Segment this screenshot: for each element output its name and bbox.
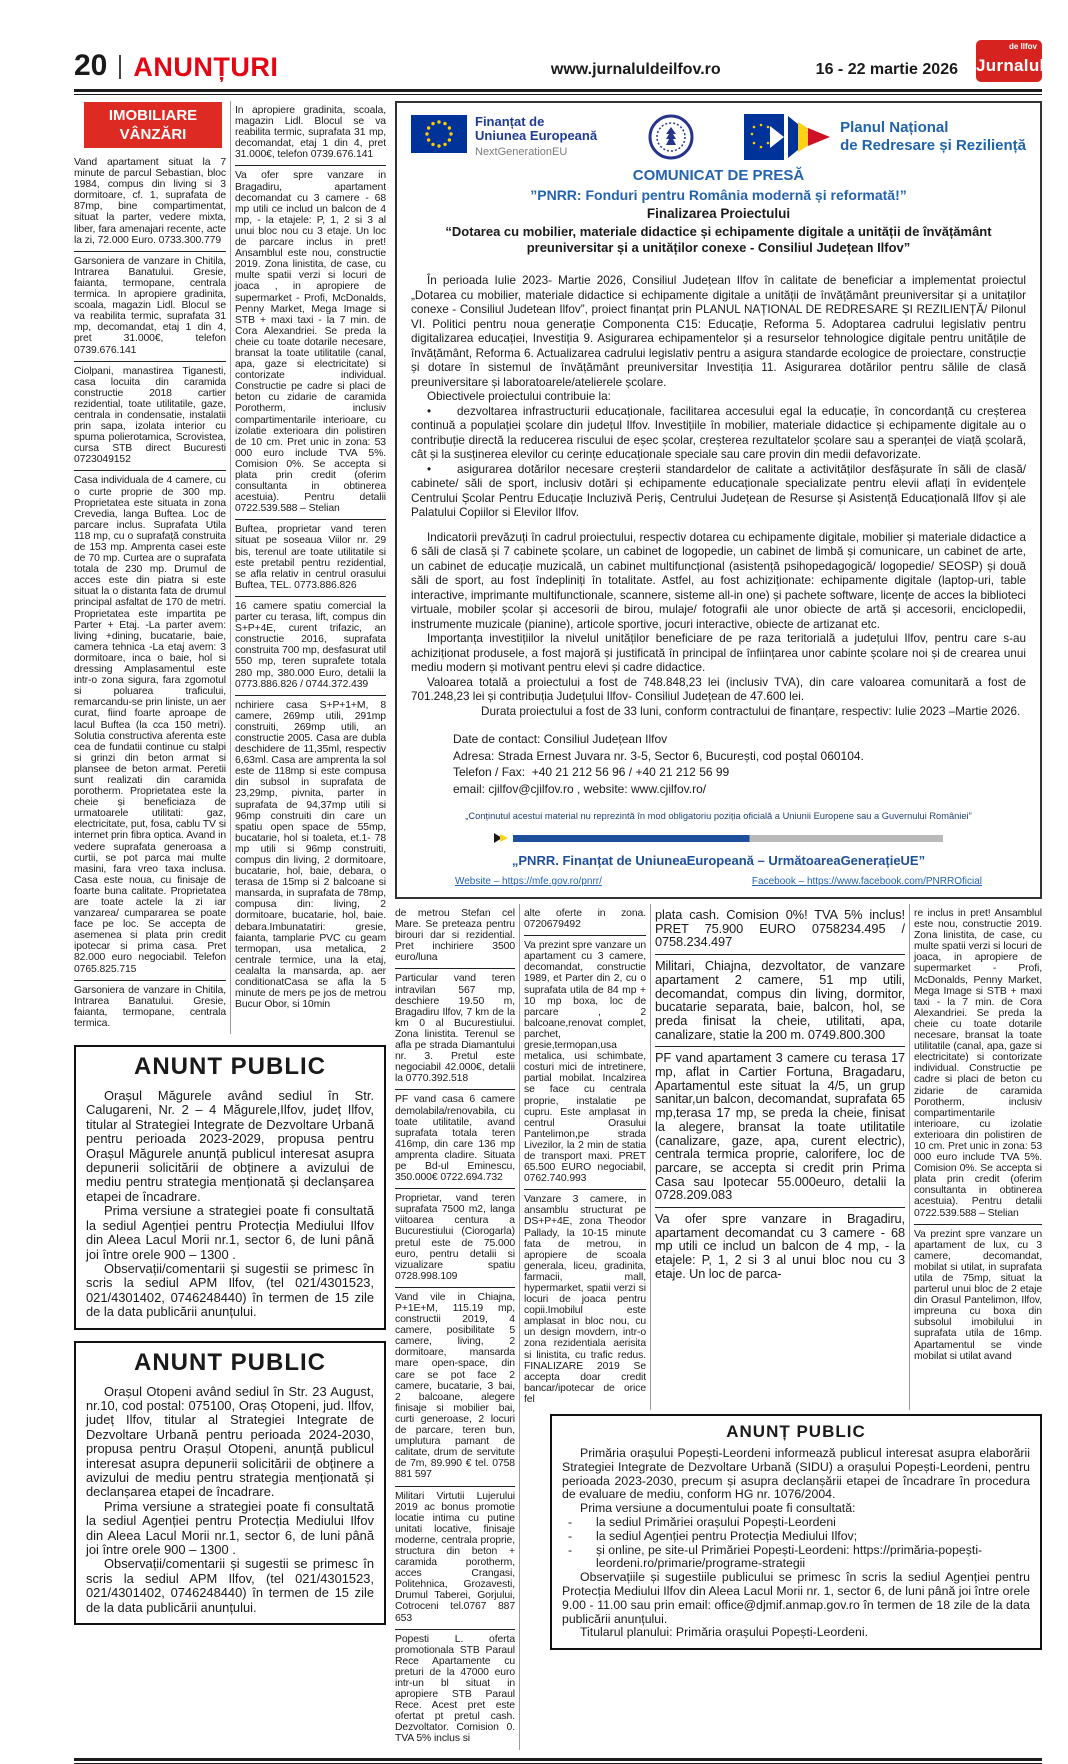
brand-logo bbox=[976, 40, 1045, 82]
press-heading-finalizare: Finalizarea Proiectului bbox=[646, 206, 791, 221]
footer-rule-thick bbox=[74, 1758, 1042, 1761]
bottom-classifieds-region bbox=[395, 904, 1042, 1750]
classified-ad: Militari Virtutii Lujerului 2019 ac bonus promotie locatie intima cu putine unitati locative, finisaje moderne, centrala proprie, structura din beton + caramida porotherm, acces Crangasi, Politehnica, Grozavesti, Drumul Taberei, Gorjului, Cotroceni tel.0767 887 653 bbox=[395, 1486, 515, 1629]
press-paragraph: Indicatorii prevăzuți în cadrul proiectului, respectiv dotarea cu echipamente digitale, mobilier și materiale didactice a 6 săli de clasă și 7 cabinete școlare, un cabinet de logopedie, un cabinet de limbă și comunicare, un cabinet de arte, un cabinet de educație muzicală, un cabinet multifuncțional (asistență psihopedagogică/ logopedie/ SEOSP) și două săli de sport, au fost îndepliniți în totalitate. Astfel, au fost achiziționate: echipamente digitale (laptop-uri, table interactive, imprimante multifunctionale, scannere, sisteme all-in one) și pachete software, licențe de acces la biblioteci virtuale, mobiler școlar și accesorii de birou, mulaje/ fotografii ale unor obiecte de artă și accesorii, enciclopedii, instrumente muzicale (pianine), articole sportive, jocuri interactive, obiecte de artizanat etc. bbox=[411, 530, 1026, 631]
section-title: ANUNȚURI bbox=[133, 52, 279, 82]
column-separator bbox=[519, 904, 520, 1750]
pnrr-title-line1: Planul Național bbox=[840, 119, 949, 136]
press-logos-row bbox=[397, 103, 1040, 165]
pnrr-logo-block bbox=[744, 114, 1026, 160]
pnrr-progress-bar bbox=[397, 833, 1040, 843]
classified-ad: Proprietar, vand teren suprafata 7500 m2, langa viitoarea centura a Bucurestiului (Ciorogarla) pretul este de 75.000 euro, pentru detalii si vizualizare spatiu 0728.998.109 bbox=[395, 1188, 515, 1287]
classified-ad: In apropiere gradinita, scoala, magazin Lidl. Blocul se va reabilita termic, suprafata 31 mp, decomandat, etaj 1 din 4, pret 31.000€, telefon 0739.676.141 bbox=[235, 105, 386, 161]
classified-ad: de metrou Stefan cel Mare. Se preteaza pentru birouri dar si rezidential. Pret inchiriere 3500 euro/luna bbox=[395, 908, 515, 964]
pnrr-facebook-link[interactable]: Facebook – https://www.facebook.com/PNRROficial bbox=[751, 876, 982, 887]
issue-date: 16 - 22 martie 2026 bbox=[815, 61, 958, 78]
press-paragraph: În perioada Iulie 2023- Martie 2026, Consiliul Județean Ilfov în calitate de beneficiar a implementat proiectul „Dotarea cu mobilier, materiale didactice si echipamente digitale a unității de învățământ preuniversitar și a unitaților conexe - Consiliul Judetean Ilfov”, proiect finanțat prin PLANUL NAȚIONAL DE REDRESARE ȘI REZILIENȚĂ/ Pilonul VI. Politici pentru noua generație Componenta C15: Educație, Reforma 5. Adoptarea cadrului legislativ pentru digitalizarea educației, Investiția 9. Asigurarea echipamentelor și a resurselor tehnologice digitale pentru unitățile de învățământ, Reforma 6. Actualizarea cadrului legislativ pentru a asigura standarde ecologice de proiectare, construcție și dotare în sistemul de învățământ preuniversitar Investiția 11. Asigurarea dotărilor pentru sălile de clasă preuniversitare și laboratoarele/atelierele școlare. bbox=[411, 274, 1026, 389]
public-notice-box-popesti-leordeni bbox=[550, 1414, 1042, 1650]
classified-ad: Ciolpani, manastirea Tiganesti, casa locuita din caramida constructie 2018 cartier rezidential, toate utilitatile, gaze, centrala in condensatie, instalatii prin sapa, izolata interior cu spuma polierotamica, Scrovistea, cursa STB direct Bucuresti 0723049152 bbox=[74, 361, 226, 471]
pnrr-mini-arrow-icon bbox=[494, 833, 510, 843]
classified-ad: Va ofer spre vanzare in Bragadiru, apartament decomandat cu 3 camere - 68 mp utili ce includ un balcon de 4 mp, - la etajele: P, 1, 2 si 3 al unui bloc nou cu 3 etaje. Un loc de parcare inclus in pret! Ansamblul este nou, constructie 2019. Zona linistita, de case, cu multe spatii verzi si locuri de joaca , in apropiere de supermarket - Profi, McDonalds, Penny Market, Mega Image si STB + maxi taxi - la 7 min. de Cora Alexandriei. Se preda la cheie cu toate dotarile necesare, bransat la toate utilitatile (canal, apa, gaze si electricitate) si contorizate individual. Constructie pe cadre si placi de beton cu zidarie de caramida Porotherm, inclusiv compartimentarile interioare, cu izolatie exterioara din polistiren de 10 cm. Pret unic in zona: 53 000 euro include TVA 5%. Comision 0%. Se accepta si plata prin credit (oferim consultanta in obtinerea acestuia). Pentru detalii 0722.539.588 – Stelian bbox=[235, 165, 386, 519]
public-notice-box-otopeni bbox=[74, 1341, 386, 1626]
pnrr-title-line2: de Redresare și Reziliență bbox=[840, 137, 1026, 154]
pnrr-bar bbox=[513, 835, 943, 842]
right-region bbox=[395, 101, 1042, 1750]
header-rule-thin bbox=[74, 94, 1042, 95]
pnrr-footer-links bbox=[397, 876, 1040, 887]
brand-logo-subtitle: de Ilfov bbox=[1008, 42, 1037, 51]
notice-paragraph: Orașul Măgurele având sediul în Str. Calugareni, Nr. 2 – 4 Măgurele,Ilfov, județ Ilfov, titular al Strategiei Integrate de Dezvoltare Urbană pentru perioada 2023-2029, propusa pentru Orașul Măgurele anunță publicul interesat asupra depunerii solicitării de obținere a avizului de mediu pentru strategia menționată și declanșarea etapei de încadrare. bbox=[86, 1088, 374, 1204]
notice-paragraph: Orașul Otopeni având sediul în Str. 23 August, nr.10, cod postal: 075100, Oraș Otopeni, jud. Ilfov, județ Ilfov, titular al Strategiei Integrate de Dezvoltare Urbană pentru perioada 2024-2030, propusa pentru Orașul Otopeni, anunță publicul interesat asupra depunerii solicitării de obținere a avizului de mediu pentru strategia menționată și declanșarea etapei de încadrare. bbox=[86, 1383, 374, 1500]
classifieds-column-3 bbox=[395, 904, 515, 1750]
classified-ad: Casa individuala de 4 camere, cu o curte proprie de 300 mp. Proprietatea este situata in zona Crevedia, langa Buftea. Loc de parcare inclus. Suprafata Utila 118 mp, cu o suprafață construita de 153 mp. Amprenta casei este de 70 mp. Curtea are o suprafata totala de 230 mp. Drumul de acces este din piatra si este situat la o distanta fata de drumul principal asfaltat de 170 de metri. Proprietatea este impartita pe Parter + Etaj. -La parter avem: living +dining, bucatarie, baie, camera tehnica -La etaj avem: 3 dormitoare, inca o baie, hol si dressing Amplasamentul este intr-o zona sigura, fara zgomotul si poluarea traficului, remarcandu-se prin liniste, un aer curat, fiind foarte aproape de lacul Buftea (la cca 150 metri). Solutia constructiva aferenta este cea de fundatii continue cu stalpi si grinzi din beton armat si plansee de beton armat. Peretii sunt realizati din caramida porotherm. Proprietatea este la cheie și beneficiaza de urmatoarele utilitati: gaz, electricitate, put, fosa, cablu TV si internet prin fibra optica. Avand in vedere suprafata generoasa a curtii, se pot parca mai multe masini, fara vreo taxa inclusa. Casa este noua, cu finisaje de foarte buna calitate. Proprietatea are toate actele la zi iar vanzarea/ cumpararea se poate face pe loc. Se accepta de asemenea si plata prin credit ipotecar si prima casa. Pret 82.000 euro negociabil. Telefon 0765.825.715 bbox=[74, 470, 226, 979]
category-badge bbox=[84, 102, 222, 148]
notice-title: ANUNȚ PUBLIC bbox=[726, 1422, 866, 1442]
contact-line: Date de contact: Consiliul Județean Ilfov bbox=[453, 732, 668, 746]
notice-paragraph: Prima versiune a strategiei poate fi consultată la sediul Agenției pentru Protecția Mediului Ilfov din Aleea Lacul Morii nr.1, sector 6, de luni până joi între orele 900 – 1300 . bbox=[86, 1498, 374, 1557]
press-release-box bbox=[395, 101, 1042, 899]
notice-bullet: - și online, pe site-ul Primăriei Popești-Leordeni: https://primăria-popești-leordeni.ro/primarie/programe-strategii bbox=[562, 1544, 1030, 1572]
press-paragraph: Importanța investițiilor la nivelul unităților beneficiare de pe raza teritorială a județului Ilfov, pentru care s-au achiziționat produsele, a fost majoră și justificată în principal de înființarea unor cabinte școlare noi și de crearea unui mediu modern și motivant pentru elevi și cadre didactice. bbox=[411, 632, 1026, 674]
notice-title: ANUNT PUBLIC bbox=[134, 1348, 326, 1376]
notice-bullet: - la sediul Primăriei orașului Popești-Leordeni bbox=[562, 1516, 1030, 1530]
classified-ad: Vand apartament situat la 7 minute de parcul Sebastian, bloc 1984, compus din living si 3 dormitoare, cf. 1, suprafata de 87mp, bine compartimentat, situat la parter, vedere mixta, liber, fara amenajari recente, acte la zi, 72.000 Euro. 0733.300.779 bbox=[74, 157, 226, 246]
classifieds-column-1 bbox=[74, 101, 226, 1034]
site-url: www.jurnaluldeilfov.ro bbox=[550, 61, 721, 78]
classified-ad: nchiriere casa S+P+1+M, 8 camere, 269mp utili, 291mp construiti, 269mp utili, an constructie 2005. Casa are dubla deschidere de 11,35ml, respectiv 6,63ml. Casa are amprenta la sol este de 118mp si este compusa din subsol in suprafata de 23,29mp, pivnita, parter in suprafata de 94,37mp utili si 96mp construiti din care un spatiu open space de 55mp, bucatarie, hol si toaleta, et.1- 78 mp utili si 96mp construiti, compus din living, 2 dormitoare, bucatarie, hol, baie, debara, o terasa de 15mp si 2 balcoane si mansarda, in suprafata de 78mp, compusa din: living, 2 dormitoare, bucatarie, hol, baie. debara.Imbunatatiri: gresie, faianta, tamplarie PVC cu geam termopan, usa metalica, 2 centrale termice, una la etaj, cealalta la mansarda, ap. aer conditionatCasa se afla la 5 minute de mers pe jos de metrou Bucur Obor, si 10min bbox=[235, 695, 386, 1016]
column-separator bbox=[909, 904, 910, 1410]
classified-ad: alte oferte in zona. 0720679492 bbox=[524, 908, 646, 931]
footer-rule-thin bbox=[74, 1763, 1042, 1764]
pnrr-logo-icon bbox=[744, 114, 832, 160]
press-paragraph: Obiectivele proiectului contribuie la: bbox=[427, 390, 611, 403]
press-disclaimer: „Conținutul acestui material nu reprezintă în mod obligatoriu poziția oficială a Uniunii Europene sau a Guvernului României” bbox=[465, 811, 972, 821]
contact-block bbox=[397, 719, 1040, 797]
classifieds-column-5 bbox=[655, 904, 905, 1410]
classifieds-column-4 bbox=[524, 904, 646, 1410]
column-separator bbox=[650, 904, 651, 1410]
notice-paragraph: Titularul planului: Primăria orașului Popești-Leordeni. bbox=[580, 1625, 868, 1640]
eu-funding-subtitle: NextGenerationEU bbox=[475, 146, 568, 158]
category-line-1: IMOBILIARE bbox=[108, 107, 198, 124]
press-paragraph: Durata proiectului a fost de 33 luni, conform contractului de finanțare, respectiv: Iulie 2023 –Martie 2026. bbox=[481, 704, 1021, 718]
classified-ad: Militari, Chiajna, dezvoltator, de vanzare apartament 2 camere, 51 mp utili, decomandat, compus din living, dormitor, bucatarie separata, baie, balcon, hol, se preda finisat la cheie, utilitati, apa, canalizare, statie la 200 m. 0749.800.300 bbox=[655, 954, 905, 1046]
press-bullet: • asigurarea dotărilor necesare creșterii standardelor de calitate a activităților desfășurate în săli de clasă/ cabinete/ săli de sport, inclusiv dotări și echipamente educaționale specializate pentru elevii aflați în evidențele Centrului Școlar Pentru Educație Incluzivă Periș, Centrului Județean de Resurse și Asistență Educațională Ilfov și ale Palatului Copiilor si Elevilor Ilfov. bbox=[411, 463, 1026, 521]
classified-ad: Va prezint spre vanzare un apartament de lux, cu 3 camere, decomandat, mobilat si utilat, in suprafata utila de 75mp, situat la parterul unui bloc de 2 etaje din Orasul Pantelimon, Ilfov, impreuna cu boxa din subsolul imobilului in suprafata utila de 16mp. Apartamentul se vinde mobilat si utilat avand bbox=[914, 1224, 1042, 1367]
classified-ad: Vanzare 3 camere, in ansamblu structurat pe DS+P+4E, zona Theodor Pallady, la 10-15 minute fata de metrou, in apropiere de scoala generala, liceu, gradinita, farmacii, mall, hypermarket, spatii verzi si locuri de joaca pentru copii.Imobilul este amplasat in bloc nou, cu un design movdern, intr-o zona rezidentiala aerisita si linistita, cu trafic redus. FINALIZARE 2019 Se accepta doar credit bancar/ipotecar de orice fel bbox=[524, 1189, 646, 1410]
eu-funding-block bbox=[411, 115, 597, 159]
public-notice-box-magurele bbox=[74, 1045, 386, 1330]
classifieds-column-6 bbox=[914, 904, 1042, 1410]
notice-paragraph: Primăria orașului Popești-Leordeni informează publicul interesat asupra elaborării Strategiei Integrate de Dezvoltare Urbană (SIDU) a orașului Popești-Leordeni, pentru perioada 2023-2030, precum și asupra declanșării etapei de încadrare în procedura de evaluare de mediu, conform HG nr. 1076/2004. bbox=[562, 1446, 1030, 1502]
column-separator bbox=[230, 101, 231, 1034]
press-heading-proiect: “Dotarea cu mobilier, materiale didactice și echipamente digitale a unității de învățământ preuniversitar și a unităților conexe - Consiliul Județean Ilfov” bbox=[445, 224, 992, 255]
contact-line: Adresa: Strada Ernest Juvara nr. 3-5, Sector 6, București, cod poștal 060104. bbox=[453, 748, 864, 763]
classified-ad: re inclus in pret! Ansamblul este nou, constructie 2019. Zona linistita, de case, cu multe spatii verzi si locuri de joaca, in apropiere de supermarket - Profi, McDonalds, Penny Market, Mega Image si STB + maxi taxi - la 7 min. de Cora Alexandriei. Se preda la cheie cu toate dotarile necesare, bransat la toate utilitatile (canal, apa, gaze si electricitate) si contorizate individual. Constructie pe cadre si placi de beton cu zidarie de caramida Porotherm, inclusiv compartimentarile interioare, cu izolatie exterioara din polistiren de 10 cm. Pret unic in zona: 53 000 euro include TVA 5%. Comision 0%. Se accepta si plata prin credit (oferim consultanta in obtinerea acestuia). Pentru detalii 0722.539.588 – Stelian bbox=[914, 908, 1042, 1219]
press-paragraph: Valoarea totală a proiectului a fost de 748.848,23 lei (inclusiv TVA), din care valoarea comunitară a fost de 701.248,23 lei și contribuția Județului Ilfov- Consiliul Județean de 47.600 lei. bbox=[411, 675, 1026, 703]
eu-flag-icon bbox=[411, 115, 467, 153]
classified-ad: Garsoniera de vanzare in Chitila, Intrarea Banatului. Gresie, faianta, termopane, centrala termica. bbox=[74, 980, 226, 1034]
classified-ad: Vand vile in Chiajna, P+1E+M, 115.19 mp, constructii 2019, 4 camere, posibilitate 5 camere, living, 2 dormitoare, mansarda mare open-space, din care se pot face 2 camere, bucatarie, 3 bai, 2 balcoane, alegere finisaje si mobilier bai, curti generoase, 2 locuri de parcare, teren bun, umplutura pamant de calitate, drum de servitute de 7m, 89.990 € tel. 0758 881 597 bbox=[395, 1287, 515, 1486]
classified-ad: Particular vand teren intravilan 567 mp, deschiere 19.50 m, Bragadiru Ilfov, 7 km de la km 0 al Bucurestiului. Zona linistita. Terenul se afla pe strada Diamantului nr. 3. Pretul este negociabil 42.000€, detalii la 0770.392.518 bbox=[395, 968, 515, 1089]
classified-ad: Garsoniera de vanzare in Chitila, Intrarea Banatului. Gresie, faianta, termopane, centrala termica. In apropiere gradinita, scoala, magazin Lidl. Blocul se va reabilita termic, suprafata 31 mp, decomandat, etaj 1 din 4, pret 31.000€, telefon 0739.676.141 bbox=[74, 251, 226, 361]
notice-title: ANUNT PUBLIC bbox=[134, 1053, 326, 1081]
notice-paragraph: Observații/comentarii și sugestii se primesc în scris la sediul APM Ilfov, (tel 021/4301523, 021/4301402, 0746248440) în termen de 15 zile de la data publicării anunțului. bbox=[86, 1260, 374, 1320]
press-heading-comunicat: COMUNICAT DE PRESĂ bbox=[632, 167, 805, 184]
header-divider bbox=[119, 55, 121, 79]
contact-line: Telefon / Fax: +40 21 212 56 96 / +40 21 212 56 99 bbox=[453, 765, 730, 779]
notice-bullet: - la sediul Agenției pentru Protecția Mediului Ilfov; bbox=[562, 1530, 1030, 1544]
classified-ad: plata cash. Comision 0%! TVA 5% inclus! PRET 75.900 EURO 0758234.495 / 0758.234.497 bbox=[655, 907, 905, 950]
left-classifieds-region bbox=[74, 101, 386, 1750]
eu-funding-line2: Uniunea Europeană bbox=[475, 128, 598, 143]
brand-logo-title: Jurnalul bbox=[976, 56, 1045, 75]
notice-paragraph: Prima versiune a strategiei poate fi consultată la sediul Agenției pentru Protecția Mediului Ilfov din Aleea Lacul Morii nr.1, sector 6, de luni până joi între orele 900 – 1300 . bbox=[86, 1203, 374, 1262]
press-heading-pnrr: ”PNRR: Fonduri pentru România modernă și reformată!” bbox=[530, 187, 907, 203]
classified-ad: Va prezint spre vanzare un apartament cu 3 camere, decomandat, constructie 1989, et Parter din 2, cu o suprafata utila de 84 mp + 10 mp boxa, loc de parcare , 2 balcoane,renovat complet, parchet, gresie,termopan,usa metalica, usi schimbate, costuri mici de intretinere, partial mobilat. Incalzirea se face cu centrala proprie, instalatie pe cupru. Este amplasat in centrul Orasului Pantelimon,pe strada Livezilor, la 2 min de statia de transport maxi. PRET 65.500 EURO negociabil, 0762.740.993 bbox=[524, 935, 646, 1189]
classified-ad: PF vand apartament 3 camere cu terasa 17 mp, aflat in Cartier Fortuna, Bragadaru, Apartamentul este situat la 4/5, un grup sanitar,un balcon, decomandat, suprafata 65 mp,terasa 17 mp, se preda la cheie, finisat la alegere, bransat la toate utilitatile (canalizare, gaze, apa, curent electric), centrala termica proprie, calorifere, loc de parcare, se accepta si credit prin Prima Casa sau Ipotecar 55.000euro, detalii la 0728.209.083 bbox=[655, 1046, 905, 1207]
classifieds-column-2 bbox=[235, 101, 386, 1034]
classified-ad: 16 camere spatiu comercial la parter cu terasa, lift, compus din S+P+4E, curent trifazic, an constructie 2016, suprafata construita 700 mp, desfasurat util 550 mp, teren suprafete totala 280 mp, 380.000 Euro, detalii la 0773.886.826 / 0744.372.439 bbox=[235, 596, 386, 695]
romanian-government-seal-icon bbox=[647, 113, 695, 161]
eu-funding-line1: Finanțat de bbox=[475, 114, 545, 129]
press-body bbox=[397, 256, 1040, 719]
notice-paragraph: Observații/comentarii și sugestii se primesc în scris la sediul APM Ilfov, (tel 021/4301523, 021/4301402, 0746248440) în termen de 15 zile de la data publicării anunțului. bbox=[86, 1556, 374, 1615]
classified-ad: Va ofer spre vanzare in Bragadiru, apartament decomandat cu 3 camere - 68 mp utili ce includ un balcon de 4 mp, - la etajele: P, 1, 2 si 3 al unui bloc nou cu 3 etaje. Un loc de parca- bbox=[655, 1207, 905, 1286]
pnrr-footer-brand: „PNRR. Finanțat de UniuneaEuropeană – UrmătoareaGenerațieUE” bbox=[511, 853, 926, 868]
classified-ad: Buftea, proprietar vand teren situat pe soseaua Viilor nr. 29 bis, terenul are toate utilitatile si este pretabil pentru rezidential, se afla relativ in centrul orasului Buftea, TEL. 0773.886.826 bbox=[235, 519, 386, 596]
page-number: 20 bbox=[74, 49, 108, 82]
press-bullet: • dezvoltarea infrastructurii educaționale, facilitarea accesului egal la educație, în concordanță cu creșterea continuă a populației școlare din județul Ilfov. Investițiile în mobilier, materiale didactice și echipamente digitale au o contribuție directă la reducerea riscului de eșec școlar, creșterea rezultatelor școlare sau a speranței de viață școlară, cât și la susținerea elevilor cu cerințe educaționale speciale sau care provin din medii defavorizate. bbox=[411, 405, 1026, 463]
pnrr-website-link[interactable]: Website – https://mfe.gov.ro/pnrr/ bbox=[454, 876, 602, 887]
notice-paragraph: Observațiile și sugestiile publicului se primesc în scris la sediul Agenției pentru Protecția Mediului Ilfov din Aleea Lacul Morii nr. 1, sector 6, de luni până joi între orele 9.00 - 11.00 sau prin email: office@djmif.anmap.gov.ro în termen de 18 zile de la data publicării anunțului. bbox=[562, 1570, 1030, 1626]
header-rule-thick bbox=[74, 89, 1042, 92]
classified-ad: PF vand casa 6 camere demolabila/renovabila, cu toate utilitatile, avand suprafata totala teren 416mp, din care 136 mp amprenta cladire. Situata pe Bd-ul Eminescu, 350.000€ 0722.694.732 bbox=[395, 1089, 515, 1188]
notice-paragraph: Prima versiune a documentului poate fi consultată: bbox=[580, 1501, 856, 1516]
contact-line: email: cjilfov@cjilfov.ro , website: www.cjilfov.ro/ bbox=[453, 781, 707, 796]
page-header bbox=[74, 40, 1045, 82]
category-line-2: VÂNZĂRI bbox=[119, 126, 187, 143]
classified-ad: Popesti L. oferta promotionala STB Paraul Rece Apartamente cu preturi de la 47000 euro intr-un bl situat in apropiere STB Paraul Rece. Acest pret este ofertat pt pretul cash. Dezvoltator. Comision 0. TVA 5% inclus si bbox=[395, 1629, 515, 1750]
